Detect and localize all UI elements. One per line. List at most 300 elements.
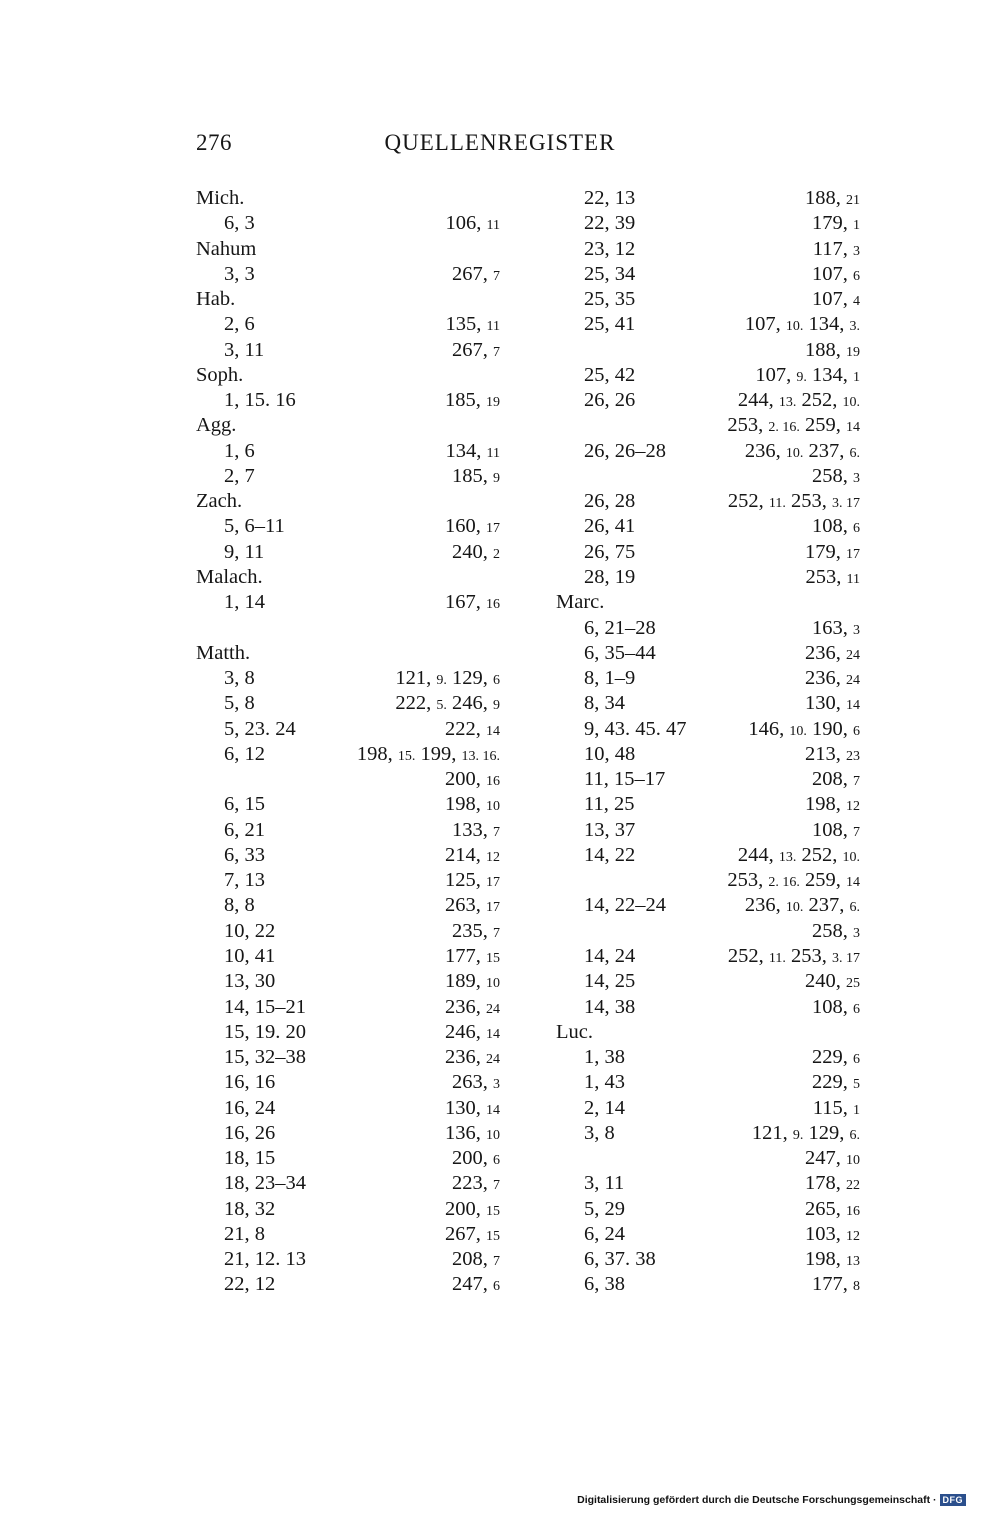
page-references: 258, 3 — [812, 919, 860, 942]
verse-reference: 3, 8 — [224, 667, 255, 690]
verse-reference: 3, 11 — [584, 1172, 625, 1195]
book-heading-row — [196, 413, 506, 438]
page-number-ref: 236 — [805, 667, 836, 690]
line-number-ref: 17 — [486, 875, 500, 891]
index-entry — [196, 691, 506, 716]
page-number-ref: 244 — [737, 389, 769, 412]
page-references: 108, 7 — [812, 818, 860, 841]
page-references: 240, 2 — [452, 540, 500, 563]
page-number-ref: 177 — [812, 1273, 843, 1296]
page-number-ref: 240 — [452, 540, 483, 563]
page-number-ref: 121 — [395, 667, 427, 690]
page-number-ref: 130 — [445, 1096, 476, 1119]
page-references: 208, 7 — [812, 768, 860, 791]
verse-reference: 26, 26–28 — [584, 439, 666, 462]
index-entry — [196, 1247, 506, 1272]
page-number-ref: 200 — [445, 1197, 476, 1220]
page-references: 134, 11 — [445, 439, 500, 462]
line-number-ref: 25 — [846, 976, 860, 992]
page-references: 236, 24 — [445, 1046, 500, 1069]
page-number-ref: 236 — [445, 995, 476, 1018]
page-references: 235, 7 — [452, 919, 500, 942]
page-number-ref: 188 — [805, 338, 836, 361]
line-number-ref: 7 — [493, 268, 500, 284]
verse-reference: 6, 21–28 — [584, 616, 656, 639]
page-references: 167, 16 — [445, 591, 500, 614]
line-number-ref: 6 — [853, 1001, 860, 1017]
page-number-ref: 133 — [452, 818, 483, 841]
page-number-ref: 252 — [801, 389, 833, 412]
verse-reference: 16, 24 — [224, 1096, 276, 1119]
footer-text: Digitalisierung gefördert durch die Deutsche Forschungsgemeinschaft · — [577, 1494, 937, 1506]
page-references: 198, 13 — [805, 1248, 860, 1271]
page-references: 177, 15 — [445, 944, 500, 967]
page-number-ref: 252 — [801, 843, 833, 866]
line-number-ref: 17 — [486, 900, 500, 916]
page-number-ref: 200 — [445, 768, 476, 791]
index-entry — [556, 413, 866, 438]
verse-reference: 5, 6–11 — [224, 515, 285, 538]
page-references: 133, 7 — [452, 818, 500, 841]
index-entry — [556, 1121, 866, 1146]
index-entry — [196, 969, 506, 994]
verse-reference: 5, 29 — [584, 1197, 625, 1220]
index-entry — [556, 1247, 866, 1272]
book-heading: Mich. — [196, 187, 245, 209]
line-number-ref: 6 — [853, 723, 860, 739]
page-number-ref: 267 — [445, 1222, 476, 1245]
line-number-ref: 3 — [853, 470, 860, 486]
line-number-ref: 6. — [849, 1127, 860, 1143]
line-number-ref: 7 — [493, 344, 500, 360]
page-number-ref: 200 — [452, 1147, 483, 1170]
verse-reference: 21, 8 — [224, 1222, 265, 1245]
page-number-ref: 160 — [445, 515, 476, 538]
line-number-ref: 24 — [846, 647, 860, 663]
page-references: 236, 24 — [805, 667, 860, 690]
line-number-ref: 10. — [785, 900, 804, 916]
index-entry — [556, 995, 866, 1020]
page-number-ref: 222 — [445, 717, 476, 740]
page-number-ref: 237 — [808, 439, 840, 462]
verse-reference: 14, 24 — [584, 944, 636, 967]
verse-reference: 14, 15–21 — [224, 995, 306, 1018]
index-entry — [556, 565, 866, 590]
index-entry — [556, 338, 866, 363]
index-entry — [556, 666, 866, 691]
line-number-ref: 10 — [846, 1153, 860, 1169]
page-references: 115, 1 — [812, 1096, 860, 1119]
page-references: 244, 13. 252, 10. — [737, 389, 860, 412]
index-entry — [196, 514, 506, 539]
index-entry — [196, 1146, 506, 1171]
page-number-ref: 208 — [812, 768, 843, 791]
page-references: 146, 10. 190, 6 — [748, 717, 860, 740]
verse-reference: 25, 42 — [584, 363, 636, 386]
line-number-ref: 16 — [486, 774, 500, 790]
page-number-ref: 167 — [445, 591, 476, 614]
index-entry — [556, 691, 866, 716]
line-number-ref: 7 — [493, 925, 500, 941]
index-entry — [556, 818, 866, 843]
line-number-ref: 24 — [846, 673, 860, 689]
page-references: 214, 12 — [445, 843, 500, 866]
line-number-ref: 9 — [493, 698, 500, 714]
page-number-ref: 253 — [791, 490, 822, 513]
book-heading: Nahum — [196, 237, 257, 260]
verse-reference: 22, 39 — [584, 212, 636, 235]
line-number-ref: 10 — [486, 1127, 500, 1143]
index-entry — [556, 616, 866, 641]
page-references: 107, 6 — [812, 262, 860, 285]
line-number-ref: 6 — [853, 268, 860, 284]
verse-reference: 22, 13 — [584, 187, 636, 209]
line-number-ref: 7 — [493, 1178, 500, 1194]
index-entry — [196, 1020, 506, 1045]
line-number-ref: 3 — [853, 243, 860, 259]
line-number-ref: 10. — [842, 849, 860, 865]
verse-reference: 1, 15. 16 — [224, 389, 296, 412]
page-references: 200, 6 — [452, 1147, 500, 1170]
page-references: 213, 23 — [805, 742, 860, 765]
index-entry — [556, 388, 866, 413]
page-references: 236, 10. 237, 6. — [744, 439, 860, 462]
line-number-ref: 4 — [853, 294, 860, 310]
page-number-ref: 188 — [805, 187, 836, 209]
page-number-ref: 117 — [812, 237, 843, 260]
line-number-ref: 2. 16. — [768, 875, 800, 891]
page-number-ref: 259 — [805, 414, 836, 437]
verse-reference: 6, 35–44 — [584, 641, 656, 664]
page-references: 222, 5. 246, 9 — [395, 692, 500, 715]
page-references: 107, 9. 134, 1 — [755, 363, 860, 386]
verse-reference: 11, 15–17 — [584, 768, 666, 791]
page-references: 223, 7 — [452, 1172, 500, 1195]
book-heading: Hab. — [196, 288, 236, 311]
verse-reference: 7, 13 — [224, 869, 265, 892]
page-references: 258, 3 — [812, 464, 860, 487]
line-number-ref: 3. 17 — [832, 496, 860, 512]
page-number-ref: 265 — [805, 1197, 836, 1220]
line-number-ref: 15 — [486, 1203, 500, 1219]
page-references: 253, 2. 16. 259, 14 — [727, 414, 860, 437]
index-entry — [556, 1222, 866, 1247]
index-entry — [196, 338, 506, 363]
verse-reference: 14, 25 — [584, 970, 636, 993]
index-entry — [556, 211, 866, 236]
page-references: 135, 11 — [445, 313, 500, 336]
book-heading-row — [196, 363, 506, 388]
line-number-ref: 1 — [853, 1102, 860, 1118]
verse-reference: 18, 32 — [224, 1197, 276, 1220]
verse-reference: 26, 28 — [584, 490, 636, 513]
verse-reference: 15, 32–38 — [224, 1046, 306, 1069]
page-references: 136, 10 — [445, 1121, 500, 1144]
page-number-ref: 240 — [805, 970, 836, 993]
page-references: 117, 3 — [812, 237, 860, 260]
line-number-ref: 7 — [493, 1254, 500, 1270]
page-number-ref: 198 — [445, 793, 476, 816]
page-references: 121, 9. 129, 6 — [395, 667, 500, 690]
page-references: 253, 2. 16. 259, 14 — [727, 869, 860, 892]
page-number-ref: 263 — [452, 1071, 483, 1094]
page-number-ref: 107 — [744, 313, 776, 336]
page-references: 198, 15. 199, 13. 16. — [356, 742, 500, 765]
page-number-ref: 258 — [812, 464, 843, 487]
index-entry — [196, 262, 506, 287]
line-number-ref: 5 — [853, 1077, 860, 1093]
page-number-ref: 106 — [445, 212, 477, 235]
verse-reference: 25, 35 — [584, 288, 636, 311]
index-entry — [196, 1045, 506, 1070]
line-number-ref: 3 — [853, 622, 860, 638]
book-heading-row — [196, 565, 506, 590]
verse-reference: 14, 38 — [584, 995, 636, 1018]
line-number-ref: 6 — [493, 673, 500, 689]
index-entry — [556, 312, 866, 337]
line-number-ref: 6. — [849, 900, 860, 916]
digitization-footer — [577, 1494, 966, 1506]
line-number-ref: 10. — [785, 319, 804, 335]
line-number-ref: 6. — [849, 445, 860, 461]
page-number-ref: 258 — [812, 919, 843, 942]
page-number-ref: 267 — [452, 262, 483, 285]
page-references: 130, 14 — [445, 1096, 500, 1119]
page-number-ref: 185 — [445, 389, 476, 412]
index-entry — [556, 944, 866, 969]
page-number-ref: 223 — [452, 1172, 483, 1195]
page-references: 208, 7 — [452, 1248, 500, 1271]
page-number-ref: 121 — [751, 1121, 783, 1144]
verse-reference: 8, 1–9 — [584, 667, 636, 690]
line-number-ref: 14 — [846, 698, 860, 714]
page-number-ref: 247 — [452, 1273, 483, 1296]
line-number-ref: 2. 16. — [768, 420, 800, 436]
page-references: 108, 6 — [812, 515, 860, 538]
index-entry — [196, 995, 506, 1020]
page-references: 125, 17 — [445, 869, 500, 892]
line-number-ref: 14 — [486, 1102, 500, 1118]
page-number-ref: 179 — [812, 212, 843, 235]
page-number-ref: 235 — [452, 919, 483, 942]
index-entry — [196, 742, 506, 767]
index-entry — [196, 1272, 506, 1297]
page-number-ref: 252 — [727, 490, 759, 513]
page-number-ref: 163 — [812, 616, 843, 639]
line-number-ref: 13 — [846, 1254, 860, 1270]
blank-row — [196, 616, 506, 641]
verse-reference: 11, 25 — [584, 793, 635, 816]
index-entry — [196, 843, 506, 868]
index-column-right — [556, 186, 866, 1298]
verse-reference: 16, 16 — [224, 1071, 276, 1094]
verse-reference: 2, 6 — [224, 313, 255, 336]
line-number-ref: 14 — [486, 1026, 500, 1042]
book-heading-row — [556, 1020, 866, 1045]
verse-reference: 26, 41 — [584, 515, 636, 538]
page-number-ref: 107 — [812, 262, 843, 285]
page-references: 229, 6 — [812, 1046, 860, 1069]
line-number-ref: 5. — [436, 698, 447, 714]
verse-reference: 16, 26 — [224, 1121, 276, 1144]
verse-reference: 2, 7 — [224, 464, 255, 487]
page-references: 229, 5 — [812, 1071, 860, 1094]
line-number-ref: 3 — [853, 925, 860, 941]
line-number-ref: 16 — [486, 597, 500, 613]
verse-reference: 6, 12 — [224, 742, 265, 765]
line-number-ref: 12 — [846, 799, 860, 815]
page-number-ref: 208 — [452, 1248, 483, 1271]
page-number-ref: 130 — [805, 692, 836, 715]
page-number-ref: 213 — [805, 742, 836, 765]
verse-reference: 14, 22–24 — [584, 894, 666, 917]
page-references: 185, 19 — [445, 389, 500, 412]
verse-reference: 9, 43. 45. 47 — [584, 717, 687, 740]
line-number-ref: 12 — [846, 1228, 860, 1244]
page-references: 107, 4 — [812, 288, 860, 311]
verse-reference: 3, 8 — [584, 1121, 615, 1144]
index-entry — [556, 767, 866, 792]
verse-reference: 18, 15 — [224, 1147, 276, 1170]
book-heading: Marc. — [556, 591, 605, 614]
verse-reference: 3, 3 — [224, 262, 255, 285]
verse-reference: 28, 19 — [584, 565, 636, 588]
page-references: 253, 11 — [805, 565, 860, 588]
book-heading: Agg. — [196, 414, 237, 437]
verse-reference: 25, 34 — [584, 262, 636, 285]
verse-reference: 22, 12 — [224, 1273, 276, 1296]
verse-reference: 2, 14 — [584, 1096, 625, 1119]
line-number-ref: 13. — [778, 849, 797, 865]
index-entry — [196, 1070, 506, 1095]
index-entry — [556, 893, 866, 918]
verse-reference: 6, 33 — [224, 843, 265, 866]
book-heading-row — [196, 237, 506, 262]
page-references: 236, 10. 237, 6. — [744, 894, 860, 917]
book-heading-row — [196, 489, 506, 514]
verse-reference: 6, 3 — [224, 212, 255, 235]
index-entry — [196, 868, 506, 893]
index-entry — [196, 666, 506, 691]
page-references: 198, 10 — [445, 793, 500, 816]
line-number-ref: 11 — [846, 571, 860, 587]
page-references: 236, 24 — [445, 995, 500, 1018]
line-number-ref: 8 — [853, 1279, 860, 1295]
index-entry — [556, 868, 866, 893]
line-number-ref: 24 — [486, 1052, 500, 1068]
page-number-ref: 115 — [812, 1096, 843, 1119]
page-number-ref: 236 — [744, 894, 776, 917]
book-heading: Zach. — [196, 490, 243, 513]
page-references: 179, 17 — [805, 540, 860, 563]
page-number-ref: 190 — [812, 717, 843, 740]
page-number-ref: 198 — [356, 742, 388, 765]
page-number-ref: 178 — [805, 1172, 836, 1195]
book-heading-row — [556, 590, 866, 615]
verse-reference: 6, 21 — [224, 818, 265, 841]
line-number-ref: 14 — [846, 420, 860, 436]
line-number-ref: 14 — [846, 875, 860, 891]
page-number-ref: 229 — [812, 1071, 843, 1094]
page-number-ref: 263 — [445, 894, 476, 917]
page-number-ref: 244 — [737, 843, 769, 866]
page-number-ref: 189 — [445, 970, 476, 993]
page-number-ref: 179 — [805, 540, 836, 563]
verse-reference: 21, 12. 13 — [224, 1248, 306, 1271]
verse-reference: 6, 15 — [224, 793, 265, 816]
verse-reference: 26, 75 — [584, 540, 636, 563]
verse-reference: 6, 37. 38 — [584, 1248, 656, 1271]
page-references: 200, 16 — [445, 768, 500, 791]
line-number-ref: 6 — [853, 521, 860, 537]
index-entry — [196, 767, 506, 792]
index-entry — [556, 742, 866, 767]
verse-reference: 10, 41 — [224, 944, 276, 967]
verse-reference: 3, 11 — [224, 338, 265, 361]
index-entry — [196, 211, 506, 236]
page-references: 247, 10 — [805, 1147, 860, 1170]
line-number-ref: 9. — [792, 1127, 804, 1143]
page-references: 178, 22 — [805, 1172, 860, 1195]
index-entry — [556, 1197, 866, 1222]
page-number-ref: 246 — [452, 692, 483, 715]
page-references: 263, 3 — [452, 1071, 500, 1094]
index-entry — [196, 1222, 506, 1247]
page-number-ref: 253 — [791, 944, 822, 967]
index-entry — [556, 363, 866, 388]
page-number-ref: 236 — [744, 439, 776, 462]
page-references: 267, 7 — [452, 262, 500, 285]
line-number-ref: 7 — [853, 824, 860, 840]
verse-reference: 18, 23–34 — [224, 1172, 306, 1195]
verse-reference: 14, 22 — [584, 843, 636, 866]
index-entry — [556, 919, 866, 944]
verse-reference: 1, 6 — [224, 439, 255, 462]
page-references: 247, 6 — [452, 1273, 500, 1296]
line-number-ref: 11 — [486, 218, 500, 234]
line-number-ref: 19 — [846, 344, 860, 360]
page-number-ref: 222 — [395, 692, 427, 715]
line-number-ref: 17 — [846, 546, 860, 562]
page-number-ref: 107 — [755, 363, 787, 386]
index-entry — [196, 1171, 506, 1196]
page-number-ref: 129 — [808, 1121, 840, 1144]
index-entry — [556, 464, 866, 489]
line-number-ref: 17 — [486, 521, 500, 537]
page-number-ref: 253 — [805, 565, 837, 588]
page-references: 200, 15 — [445, 1197, 500, 1220]
index-entry — [196, 919, 506, 944]
line-number-ref: 15 — [486, 1228, 500, 1244]
index-entry — [196, 1121, 506, 1146]
page-references: 267, 15 — [445, 1222, 500, 1245]
index-entry — [556, 843, 866, 868]
page-number-ref: 198 — [805, 1248, 836, 1271]
index-entry — [556, 1171, 866, 1196]
verse-reference: 13, 30 — [224, 970, 276, 993]
verse-reference: 9, 11 — [224, 540, 265, 563]
book-heading-row — [196, 287, 506, 312]
page-references: 107, 10. 134, 3. — [744, 313, 860, 336]
line-number-ref: 6 — [493, 1279, 500, 1295]
book-heading-row — [196, 186, 506, 211]
index-entry — [556, 1146, 866, 1171]
index-entry — [196, 1096, 506, 1121]
verse-reference: 15, 19. 20 — [224, 1020, 306, 1043]
page-references: 252, 11. 253, 3. 17 — [727, 944, 860, 967]
index-entry — [556, 540, 866, 565]
line-number-ref: 10. — [842, 395, 860, 411]
